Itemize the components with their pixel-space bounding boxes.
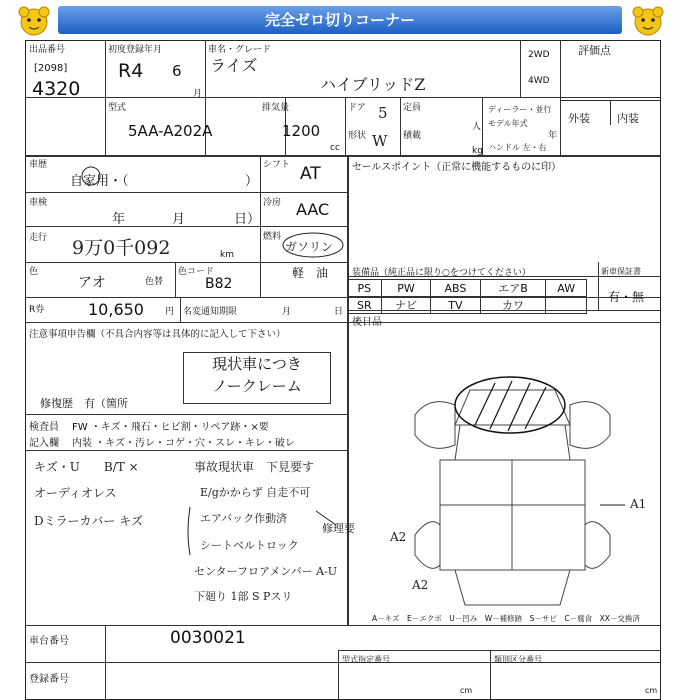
body-type-label: 形状 — [348, 131, 367, 141]
equipment-cell: TV — [431, 297, 480, 314]
notes-label: 注意事項申告欄（不具合内容等は具体的に記入して下さい） — [29, 329, 286, 340]
equipment-label: 装備品（純正品に限り○をつけてください） — [352, 268, 531, 278]
warranty-label: 新車保証書 — [601, 267, 641, 276]
inspection-label: 車検 — [29, 198, 48, 208]
first-reg-label: 初度登録年月 — [108, 45, 163, 55]
equipment-cell: AW — [546, 280, 587, 297]
inspector-row-2: 内装 ・キズ・汚レ・コゲ・穴・スレ・キレ・破レ — [72, 438, 295, 449]
repair-history: 修復歴 有（箇所 — [40, 397, 128, 410]
usage-circle-mark — [80, 165, 102, 187]
equipment-cell — [546, 297, 587, 314]
handwritten-note: シートベルトロック — [200, 539, 299, 552]
model-value: 5AA-A202A — [128, 122, 213, 140]
inspection-day: 日） — [234, 212, 261, 227]
chassis-value: 0030021 — [170, 628, 246, 648]
drive-2wd: 2WD — [528, 50, 550, 60]
equipment-cell: SR — [348, 297, 382, 314]
equipment-cell: ABS — [431, 280, 480, 297]
handwritten-note: Dミラーカバー キズ — [34, 514, 143, 528]
diagram-mark: A1 — [630, 497, 647, 511]
inspection-month: 月 — [172, 212, 186, 227]
color-label: 色 — [29, 267, 39, 277]
inspector-label-2: 記入欄 — [29, 438, 59, 449]
stamp-line: ノークレーム — [212, 377, 302, 395]
equipment-cell: エアB — [480, 280, 546, 297]
sales-label: セールスポイント（正常に機能するものに印） — [352, 162, 562, 173]
lot-sub: [2098] — [34, 63, 68, 74]
model-label: 型式 — [108, 103, 127, 113]
car-diagram — [400, 365, 625, 615]
size-unit: cm — [460, 686, 473, 695]
warranty-value: 有・無 — [608, 290, 645, 304]
interior-label: 内装 — [617, 112, 639, 125]
recycle-label: R券 — [29, 305, 45, 315]
recycle-value: 10,650 — [88, 300, 144, 319]
mileage-unit: km — [220, 250, 234, 260]
tax-month: 月 — [282, 307, 292, 317]
handwritten-note: E/gかからず 自走不可 — [200, 486, 311, 499]
car-grade: ハイブリッドZ — [320, 75, 426, 94]
bottom-label-2: 類別区分番号 — [494, 655, 542, 664]
handwritten-note: キズ・U B/T × — [34, 460, 139, 474]
fuel-circle-mark — [280, 230, 346, 260]
doors-label: ドア — [348, 103, 366, 113]
diagram-mark: A2 — [390, 530, 407, 544]
exterior-label: 外装 — [568, 112, 590, 125]
lot-number: 4320 — [32, 78, 81, 100]
capacity-unit: 人 — [472, 122, 482, 132]
fuel-value: ガソリン — [285, 240, 334, 254]
bear-mascot-icon — [16, 4, 52, 38]
doors-value: 5 — [378, 104, 388, 122]
fuel-label: 燃料 — [263, 232, 282, 242]
displacement-value: 1200 — [282, 122, 321, 140]
color-value: アオ — [78, 275, 106, 291]
bear-mascot-icon — [630, 4, 666, 38]
first-reg-year: R4 — [118, 60, 144, 82]
drive-4wd: 4WD — [528, 76, 550, 86]
month-unit: 月 — [193, 89, 203, 99]
handle-label: ハンドル 左・右 — [488, 143, 547, 152]
equipment-cell: PS — [348, 280, 382, 297]
usage-close: ） — [245, 174, 259, 189]
equipment-cell: カワ — [480, 297, 546, 314]
handwritten-note: 事故現状車 下見要す — [194, 460, 315, 474]
first-reg-month: 6 — [172, 62, 182, 80]
header-title: 完全ゼロ切りコーナー — [58, 6, 622, 34]
size-unit: cm — [645, 686, 658, 695]
reg-number-label: 登録番号 — [29, 674, 69, 685]
equipment-table — [347, 279, 587, 314]
chassis-label: 車台番号 — [29, 636, 69, 647]
repair-note: 修理要 — [322, 522, 355, 535]
capacity-label: 定員 — [403, 103, 422, 113]
car-name: ライズ — [210, 56, 258, 75]
car-label: 車名・グレード — [208, 45, 272, 55]
inspection-year: 年 — [112, 212, 126, 227]
load-label: 積載 — [403, 131, 422, 141]
usage-label: 車歴 — [29, 160, 48, 170]
bottom-label-1: 型式指定番号 — [342, 655, 390, 664]
shift-value: AT — [300, 164, 321, 184]
color-code: B82 — [205, 276, 233, 292]
tax-label: 名変通知期限 — [183, 307, 238, 317]
handwritten-note: エアバック作動済 — [200, 512, 288, 525]
shift-label: シフト — [263, 160, 291, 170]
mileage-value: 9万0千092 — [72, 237, 171, 259]
stamp-line: 現状車につき — [212, 355, 302, 373]
aftermarket-label: 後日品 — [352, 317, 382, 328]
ac-label: 冷房 — [263, 198, 282, 208]
fuel-alt: 軽 油 — [292, 266, 329, 280]
displacement-label: 排気量 — [262, 103, 290, 113]
model-year-label: モデル年式 — [488, 119, 528, 128]
model-year-unit: 年 — [548, 131, 558, 141]
tax-day: 日 — [334, 307, 344, 317]
handwritten-bracket — [186, 503, 346, 561]
recycle-unit: 円 — [165, 307, 175, 317]
handwritten-note: オーディオレス — [34, 486, 117, 500]
handwritten-note: 下廻り 1部 S Pスリ — [194, 590, 293, 603]
equipment-row — [348, 280, 587, 297]
usage-value: 自家用・（ — [70, 174, 129, 189]
inspector-label-1: 検査員 — [29, 422, 59, 433]
ac-value: AAC — [296, 200, 330, 219]
handwritten-note: センターフロアメンバー A-U — [194, 565, 338, 578]
equipment-cell: PW — [381, 280, 431, 297]
displacement-unit: cc — [330, 143, 340, 153]
noclaim-stamp — [183, 352, 331, 404]
damage-legend: A－キズ E－エクボ U－凹み W－補修跡 S－サビ C－腐食 XX－交換済 — [372, 614, 640, 623]
color-number-label: 色替 — [145, 277, 164, 287]
load-unit: kg — [472, 146, 483, 156]
score-label: 評価点 — [578, 44, 611, 57]
equipment-cell: ナビ — [381, 297, 431, 314]
diagram-mark: A2 — [412, 578, 429, 592]
lot-label: 出品番号 — [29, 45, 66, 55]
equipment-row — [348, 297, 587, 314]
body-type-value: W — [372, 132, 388, 150]
color-code-label: 色コード — [178, 267, 215, 277]
inspector-row-1: FW ・キズ・飛石・ヒビ割・リペア跡・×要 — [72, 422, 269, 433]
page-header — [0, 0, 700, 40]
dealer-label: ディーラー・並行 — [488, 105, 552, 114]
mileage-label: 走行 — [29, 233, 48, 243]
